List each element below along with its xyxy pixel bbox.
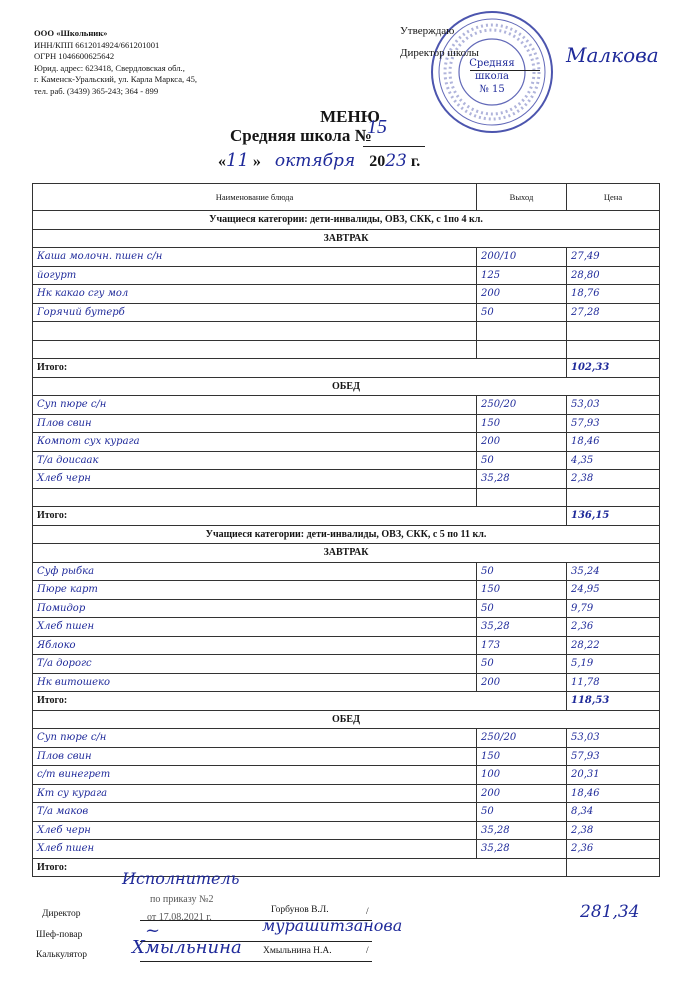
dish-row <box>33 821 660 840</box>
dish-price: 57,93 <box>567 747 660 766</box>
director-signature: Малкова <box>566 43 659 67</box>
total-label: Итого: <box>33 858 567 877</box>
org-ogrn: ОГРН 1046600625642 <box>34 51 115 62</box>
calc-handwriting: Хмыльнина <box>132 937 242 958</box>
seal-line-1: Средняя <box>469 58 515 69</box>
dish-name: Каша молочн. пшен с/н <box>33 248 477 267</box>
dish-name: Компот сух курага <box>33 433 477 452</box>
seal-line-3: № 15 <box>479 84 505 95</box>
menu-body <box>33 211 660 877</box>
dish-output: 250/20 <box>477 396 567 415</box>
dish-row <box>33 840 660 859</box>
org-inn: ИНН/КПП 6612014924/661201001 <box>34 39 160 50</box>
director-slash: / <box>366 907 369 917</box>
meal-header-row <box>33 229 660 248</box>
calc-sign-line <box>140 961 372 962</box>
meal-label: ОБЕД <box>33 710 660 729</box>
dish-price: 2,38 <box>567 470 660 489</box>
dish-name: Хлеб пшен <box>33 618 477 637</box>
dish-name: Нк какао сгу мол <box>33 285 477 304</box>
dish-price: 20,31 <box>567 766 660 785</box>
dish-price: 18,46 <box>567 784 660 803</box>
dish-row <box>33 414 660 433</box>
dish-price: 28,80 <box>567 266 660 285</box>
dish-name: Т/а доисаак <box>33 451 477 470</box>
dish-output <box>477 340 567 359</box>
category-label: Учащиеся категории: дети-инвалиды, ОВЗ, СКК, с 1по 4 кл. <box>33 211 660 230</box>
dish-price: 2,36 <box>567 840 660 859</box>
org-address-2: г. Каменск-Уральский, ул. Карла Маркса, 45, <box>34 74 198 85</box>
dish-row <box>33 266 660 285</box>
dish-price: 27,49 <box>567 248 660 267</box>
organization-block <box>34 28 197 98</box>
chef-signature-scribble: ~ <box>145 920 161 941</box>
category-row <box>33 211 660 230</box>
dish-output: 50 <box>477 599 567 618</box>
calc-name: Хмыльнина Н.А. <box>263 946 332 956</box>
grand-total: 281,34 <box>580 902 640 922</box>
dish-row <box>33 729 660 748</box>
dish-row <box>33 340 660 359</box>
date-year-end: г. <box>406 153 421 170</box>
dish-output: 150 <box>477 747 567 766</box>
dish-row <box>33 766 660 785</box>
dish-price: 11,78 <box>567 673 660 692</box>
dish-output: 150 <box>477 581 567 600</box>
total-row <box>33 692 660 711</box>
calc-label: Калькулятор <box>36 950 88 960</box>
meal-label: ОБЕД <box>33 377 660 396</box>
category-row <box>33 525 660 544</box>
calc-slash: / <box>366 946 369 956</box>
dish-output: 200 <box>477 784 567 803</box>
dish-name: Горячий бутерб <box>33 303 477 322</box>
meal-label: ЗАВТРАК <box>33 229 660 248</box>
dish-name: Т/а маков <box>33 803 477 822</box>
col-header-name: Наименование блюда <box>33 184 477 211</box>
dish-name: Т/а дорогс <box>33 655 477 674</box>
meal-header-row <box>33 377 660 396</box>
total-row <box>33 507 660 526</box>
dish-row <box>33 747 660 766</box>
dish-output: 35,28 <box>477 821 567 840</box>
dish-output: 200/10 <box>477 248 567 267</box>
dish-output: 50 <box>477 562 567 581</box>
meal-header-row <box>33 544 660 563</box>
dish-row <box>33 784 660 803</box>
total-value: 102,33 <box>567 359 660 378</box>
date-year-prefix: 20 <box>369 153 386 170</box>
dish-row <box>33 581 660 600</box>
dish-price: 2,36 <box>567 618 660 637</box>
dish-row <box>33 673 660 692</box>
total-value: 136,15 <box>567 507 660 526</box>
dish-output: 250/20 <box>477 729 567 748</box>
dish-row <box>33 618 660 637</box>
director-school-label: Директор школы <box>400 47 479 59</box>
org-address-1: Юрид. адрес: 623418, Свердловская обл., <box>34 62 185 73</box>
dish-name: Суф рыбка <box>33 562 477 581</box>
dish-name: Суп пюре с/н <box>33 729 477 748</box>
table-header-row <box>33 184 660 211</box>
dish-price: 9,79 <box>567 599 660 618</box>
dish-price <box>567 340 660 359</box>
director-label: Директор <box>42 909 81 919</box>
dish-price: 18,46 <box>567 433 660 452</box>
dish-row <box>33 655 660 674</box>
dish-price: 5,19 <box>567 655 660 674</box>
dish-price: 57,93 <box>567 414 660 433</box>
seal-line-2: школа <box>475 71 509 82</box>
dish-price: 28,22 <box>567 636 660 655</box>
dish-name <box>33 488 477 507</box>
dish-output: 35,28 <box>477 618 567 637</box>
order-note-2: от 17.08.2021 г. <box>147 912 212 923</box>
dish-price: 18,76 <box>567 285 660 304</box>
dish-output: 35,28 <box>477 840 567 859</box>
meal-label: ЗАВТРАК <box>33 544 660 563</box>
dish-row <box>33 433 660 452</box>
dish-row <box>33 396 660 415</box>
dish-price: 24,95 <box>567 581 660 600</box>
total-label: Итого: <box>33 692 567 711</box>
dish-row <box>33 562 660 581</box>
chef-label: Шеф-повар <box>36 930 83 940</box>
dish-output: 50 <box>477 451 567 470</box>
dish-row <box>33 451 660 470</box>
dish-output: 200 <box>477 673 567 692</box>
date-day: 11 <box>226 150 249 171</box>
dish-row <box>33 803 660 822</box>
dish-name: Суп пюре с/н <box>33 396 477 415</box>
category-label: Учащиеся категории: дети-инвалиды, ОВЗ, СКК, с 5 по 11 кл. <box>33 525 660 544</box>
dish-name: Хлеб пшен <box>33 840 477 859</box>
approval-block <box>400 24 479 60</box>
approval-sign-line <box>470 70 540 71</box>
dish-name: йогурт <box>33 266 477 285</box>
meal-header-row <box>33 710 660 729</box>
dish-price: 2,38 <box>567 821 660 840</box>
chef-handwriting: мурашитзанова <box>262 916 403 935</box>
dish-price <box>567 488 660 507</box>
dish-row <box>33 488 660 507</box>
dish-name <box>33 340 477 359</box>
page-title: МЕНЮ <box>320 107 380 126</box>
approved-label: Утверждаю <box>400 25 455 37</box>
dish-output: 50 <box>477 803 567 822</box>
dish-name: Хлеб черн <box>33 470 477 489</box>
school-number: 15 <box>367 116 387 138</box>
total-row <box>33 359 660 378</box>
dish-price <box>567 322 660 341</box>
order-note-1: по приказу №2 <box>150 894 214 905</box>
dish-output: 173 <box>477 636 567 655</box>
total-value: 118,53 <box>567 692 660 711</box>
dish-name: Нк витошеко <box>33 673 477 692</box>
dish-name: Плов свин <box>33 747 477 766</box>
dish-output <box>477 322 567 341</box>
dish-price: 8,34 <box>567 803 660 822</box>
menu-date: «11 » октября 2023 г. <box>218 150 421 171</box>
dish-price: 53,03 <box>567 729 660 748</box>
dish-output <box>477 488 567 507</box>
date-month: октября <box>274 151 356 171</box>
dish-output: 35,28 <box>477 470 567 489</box>
dish-row <box>33 636 660 655</box>
dish-output: 200 <box>477 433 567 452</box>
dish-row <box>33 599 660 618</box>
dish-output: 125 <box>477 266 567 285</box>
dish-price: 4,35 <box>567 451 660 470</box>
dish-name: Хлеб черн <box>33 821 477 840</box>
dish-output: 100 <box>477 766 567 785</box>
dish-price: 27,28 <box>567 303 660 322</box>
org-name: ООО «Школьник» <box>34 28 108 38</box>
dish-price: 53,03 <box>567 396 660 415</box>
school-number-line <box>363 146 425 147</box>
dish-name: Помидор <box>33 599 477 618</box>
page-subtitle: Средняя школа № <box>230 126 372 145</box>
col-header-output: Выход <box>477 184 567 211</box>
dish-name <box>33 322 477 341</box>
dish-row <box>33 285 660 304</box>
dish-output: 50 <box>477 655 567 674</box>
dish-row <box>33 322 660 341</box>
dish-output: 150 <box>477 414 567 433</box>
dish-name: Кт су курага <box>33 784 477 803</box>
dish-output: 200 <box>477 285 567 304</box>
org-phone: тел. раб. (3439) 365-243; 364 - 899 <box>34 85 159 96</box>
total-label: Итого: <box>33 507 567 526</box>
dish-output: 50 <box>477 303 567 322</box>
dish-row <box>33 303 660 322</box>
dish-row <box>33 248 660 267</box>
dish-name: с/т винегрет <box>33 766 477 785</box>
col-header-price: Цена <box>567 184 660 211</box>
dish-price: 35,24 <box>567 562 660 581</box>
director-name: Горбунов В.Л. <box>271 905 329 915</box>
dish-name: Пюре карт <box>33 581 477 600</box>
total-label: Итого: <box>33 359 567 378</box>
total-value <box>567 858 660 877</box>
menu-table <box>32 183 660 877</box>
dish-name: Плов свин <box>33 414 477 433</box>
date-year-suffix: 23 <box>385 151 407 171</box>
dish-name: Яблоко <box>33 636 477 655</box>
dish-row <box>33 470 660 489</box>
overprint-handwriting: Исполнитель <box>122 869 240 888</box>
